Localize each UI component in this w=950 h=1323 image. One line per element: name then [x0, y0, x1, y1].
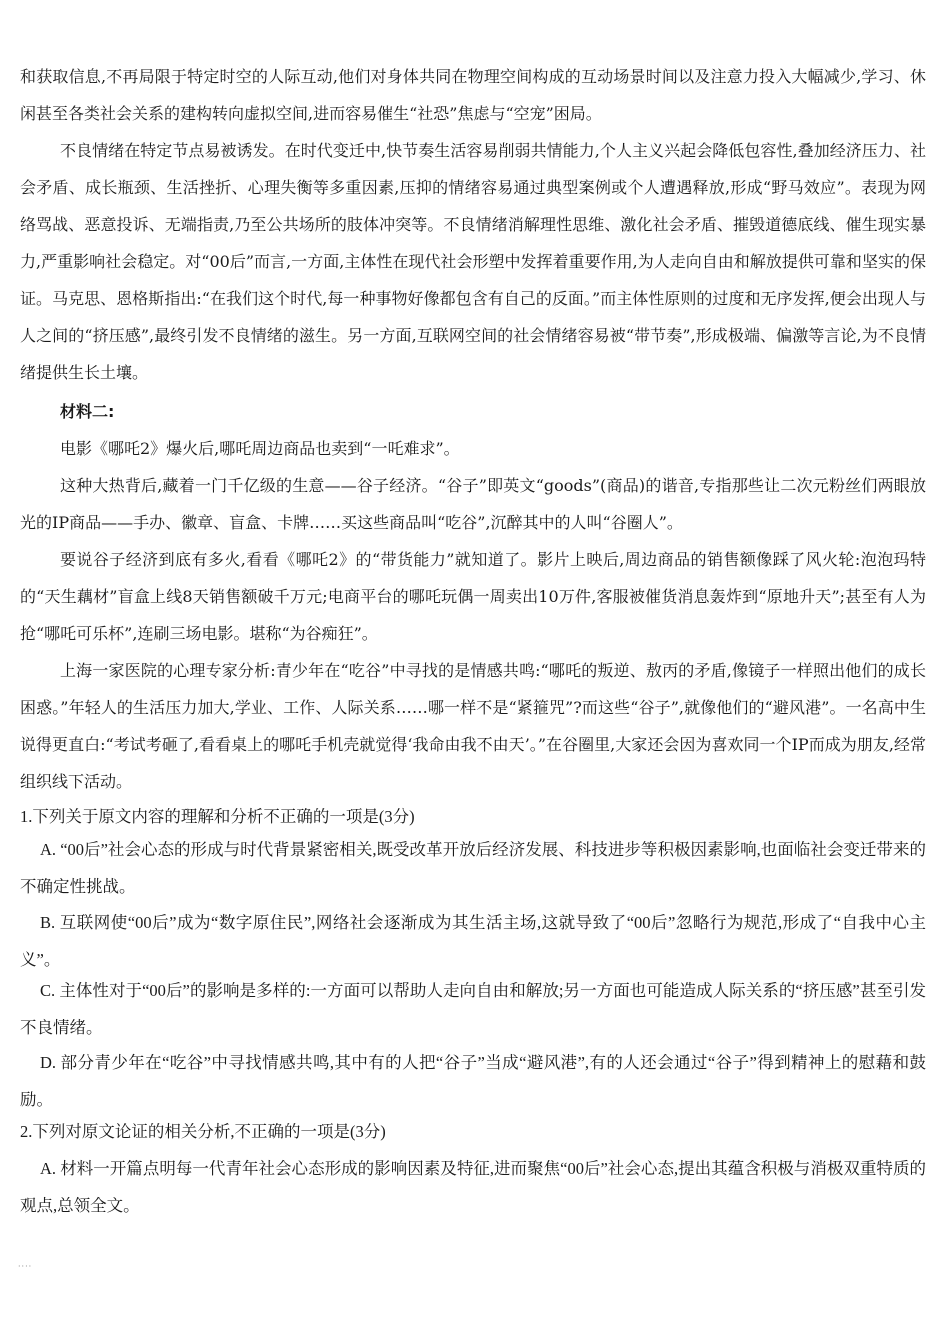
- footer-mark: ····: [18, 1262, 33, 1271]
- question-2-stem: 2.下列对原文论证的相关分析,不正确的一项是(3分): [20, 1122, 386, 1141]
- question-1-stem: 1.下列关于原文内容的理解和分析不正确的一项是(3分): [20, 807, 415, 826]
- passage-paragraph-1: 和获取信息,不再局限于特定时空的人际互动,他们对身体共同在物理空间构成的互动场景时间以及注意力投入大幅减少,学习、休闲甚至各类社会关系的建构转向虚拟空间,进而容易催生“社恐”焦虑与“空宠”困局。: [20, 67, 926, 123]
- question-2-option-a: A. 材料一开篇点明每一代青年社会心态形成的影响因素及特征,进而聚焦“00后”社会心态,提出其蕴含积极与消极双重特质的观点,总领全文。: [20, 1159, 926, 1215]
- question-1-option-d: D. 部分青少年在“吃谷”中寻找情感共鸣,其中有的人把“谷子”当成“避风港”,有的人还会通过“谷子”得到精神上的慰藉和鼓励。: [20, 1053, 926, 1109]
- question-1-option-b: B. 互联网使“00后”成为“数字原住民”,网络社会逐渐成为其生活主场,这就导致了“00后”忽略行为规范,形成了“自我中心主义”。: [20, 913, 926, 969]
- passage-paragraph-3: 电影《哪吒2》爆火后,哪吒周边商品也卖到“一吒难求”。: [60, 439, 460, 458]
- passage-paragraph-4: 这种大热背后,藏着一门千亿级的生意——谷子经济。“谷子”即英文“goods”(商品)的谐音,专指那些让二次元粉丝们两眼放光的IP商品——手办、徽章、盲盒、卡牌……买这些商品叫“吃谷”,沉醉其中的人叫“谷圈人”。: [20, 476, 926, 532]
- question-1-option-c: C. 主体性对于“00后”的影响是多样的:一方面可以帮助人走向自由和解放;另一方面也可能造成人际关系的“挤压感”甚至引发不良情绪。: [20, 981, 926, 1037]
- material-two-heading: 材料二:: [60, 402, 115, 421]
- passage-paragraph-2: 不良情绪在特定节点易被诱发。在时代变迁中,快节奏生活容易削弱共情能力,个人主义兴起会降低包容性,叠加经济压力、社会矛盾、成长瓶颈、生活挫折、心理失衡等多重因素,压抑的情绪容易通过典型案例或个人遭遇释放,形成“野马效应”。表现为网络骂战、恶意投诉、无端指责,乃至公共场所的肢体冲突等。不良情绪消解理性思维、激化社会矛盾、摧毁道德底线、催生现实暴力,严重影响社会稳定。对“00后”而言,一方面,主体性在现代社会形塑中发挥着重要作用,为人走向自由和解放提供可靠和坚实的保证。马克思、恩格斯指出:“在我们这个时代,每一种事物好像都包含有自己的反面。”而主体性原则的过度和无序发挥,便会出现人与人之间的“挤压感”,最终引发不良情绪的滋生。另一方面,互联网空间的社会情绪容易被“带节奏”,形成极端、偏激等言论,为不良情绪提供生长土壤。: [20, 141, 926, 382]
- passage-paragraph-6: 上海一家医院的心理专家分析:青少年在“吃谷”中寻找的是情感共鸣:“哪吒的叛逆、敖丙的矛盾,像镜子一样照出他们的成长困惑。”年轻人的生活压力加大,学业、工作、人际关系……哪一样不是“紧箍咒”?而这些“谷子”,就像他们的“避风港”。一名高中生说得更直白:“考试考砸了,看看桌上的哪吒手机壳就觉得‘我命由我不由天’。”在谷圈里,大家还会因为喜欢同一个IP而成为朋友,经常组织线下活动。: [20, 661, 926, 791]
- passage-paragraph-5: 要说谷子经济到底有多火,看看《哪吒2》的“带货能力”就知道了。影片上映后,周边商品的销售额像踩了风火轮:泡泡玛特的“天生藕材”盲盒上线8天销售额破千万元;电商平台的哪吒玩偶一周卖出10万件,客服被催货消息轰炸到“原地升天”;甚至有人为抢“哪吒可乐杯”,连刷三场电影。堪称“为谷痴狂”。: [20, 550, 926, 643]
- question-1-option-a: A. “00后”社会心态的形成与时代背景紧密相关,既受改革开放后经济发展、科技进步等积极因素影响,也面临社会变迁带来的不确定性挑战。: [20, 840, 926, 896]
